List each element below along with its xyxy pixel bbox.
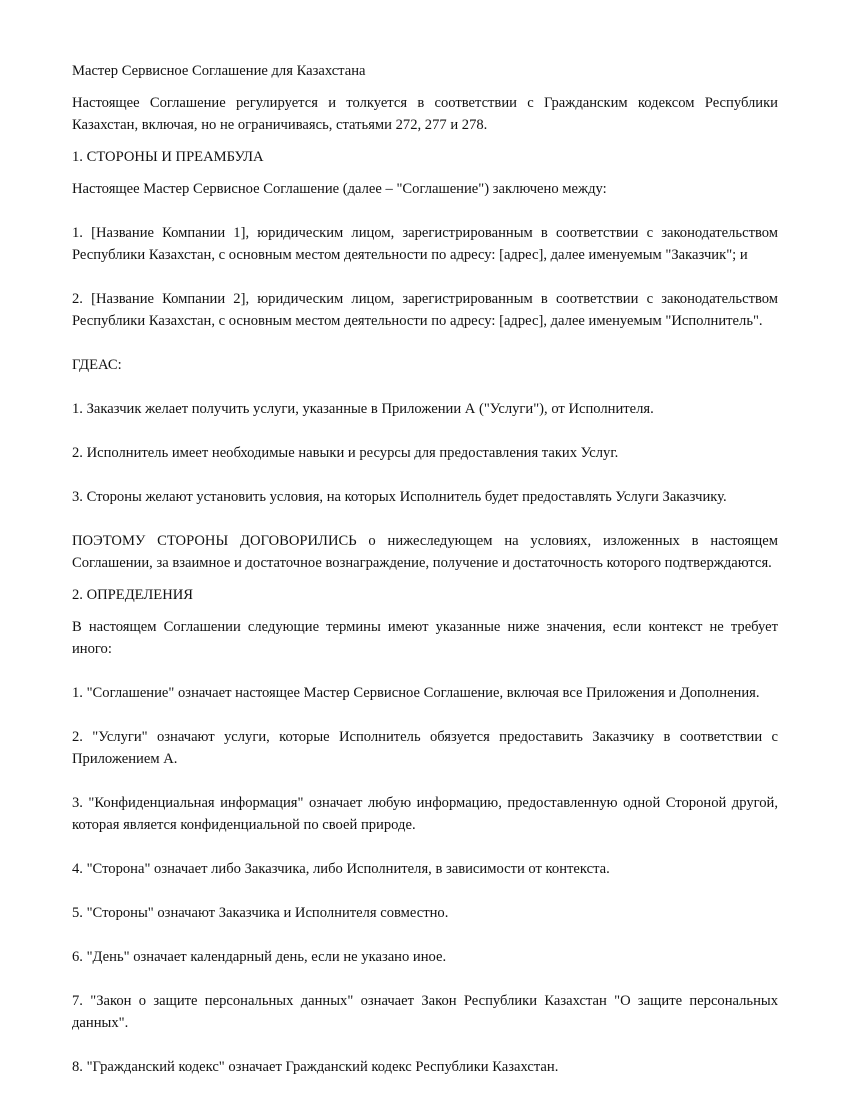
section-1-heading: 1. СТОРОНЫ И ПРЕАМБУЛА: [72, 149, 264, 165]
whereas-label: ГДЕАС:: [72, 357, 122, 373]
definition-item: 4. "Сторона" означает либо Заказчика, либо Исполнителя, в зависимости от контекста.: [72, 861, 610, 877]
section-1-lead: Настоящее Мастер Сервисное Соглашение (далее – "Соглашение") заключено между:: [72, 181, 607, 197]
intro-paragraph: Настоящее Соглашение регулируется и толкуется в соответствии с Гражданским кодексом Республики Казахстан, включая, но не ограничиваясь, статьями 272, 277 и 278.: [72, 95, 778, 133]
definition-item: 7. "Закон о защите персональных данных" означает Закон Республики Казахстан "О защите персональных данных".: [72, 993, 778, 1031]
section-2-heading: 2. ОПРЕДЕЛЕНИЯ: [72, 587, 194, 603]
definition-item: 2. "Услуги" означают услуги, которые Исполнитель обязуется предоставить Заказчику в соответствии с Приложением А.: [72, 729, 778, 767]
whereas-item: 2. Исполнитель имеет необходимые навыки и ресурсы для предоставления таких Услуг.: [72, 445, 619, 461]
section-2-lead: В настоящем Соглашении следующие термины имеют указанные ниже значения, если контекст не требует иного:: [72, 619, 778, 657]
whereas-item: 3. Стороны желают установить условия, на которых Исполнитель будет предоставлять Услуги Заказчику.: [72, 489, 727, 505]
party-item: 2. [Название Компании 2], юридическим лицом, зарегистрированным в соответствии с законодательством Республики Казахстан, с основным местом деятельности по адресу: [адрес], далее именуемым "Исполнитель".: [72, 291, 778, 329]
whereas-item: 1. Заказчик желает получить услуги, указанные в Приложении А ("Услуги"), от Исполнителя.: [72, 401, 654, 417]
definition-item: 5. "Стороны" означают Заказчика и Исполнителя совместно.: [72, 905, 449, 921]
definition-item: 1. "Соглашение" означает настоящее Мастер Сервисное Соглашение, включая все Приложения и Дополнения.: [72, 685, 760, 701]
party-item: 1. [Название Компании 1], юридическим лицом, зарегистрированным в соответствии с законодательством Республики Казахстан, с основным местом деятельности по адресу: [адрес], далее именуемым "Заказчик"; и: [72, 225, 778, 263]
definition-item: 6. "День" означает календарный день, если не указано иное.: [72, 949, 447, 965]
definition-item: 8. "Гражданский кодекс" означает Гражданский кодекс Республики Казахстан.: [72, 1059, 559, 1075]
therefore-paragraph: ПОЭТОМУ СТОРОНЫ ДОГОВОРИЛИСЬ о нижеследующем на условиях, изложенных в настоящем Соглашении, за взаимное и достаточное вознаграждение, получение и достаточность которого подтверждаются.: [72, 533, 778, 571]
document-page: [72, 60, 778, 1078]
document-title: Мастер Сервисное Соглашение для Казахстана: [72, 63, 366, 79]
definition-item: 3. "Конфиденциальная информация" означает любую информацию, предоставленную одной Стороной другой, которая является конфиденциальной по своей природе.: [72, 795, 778, 833]
